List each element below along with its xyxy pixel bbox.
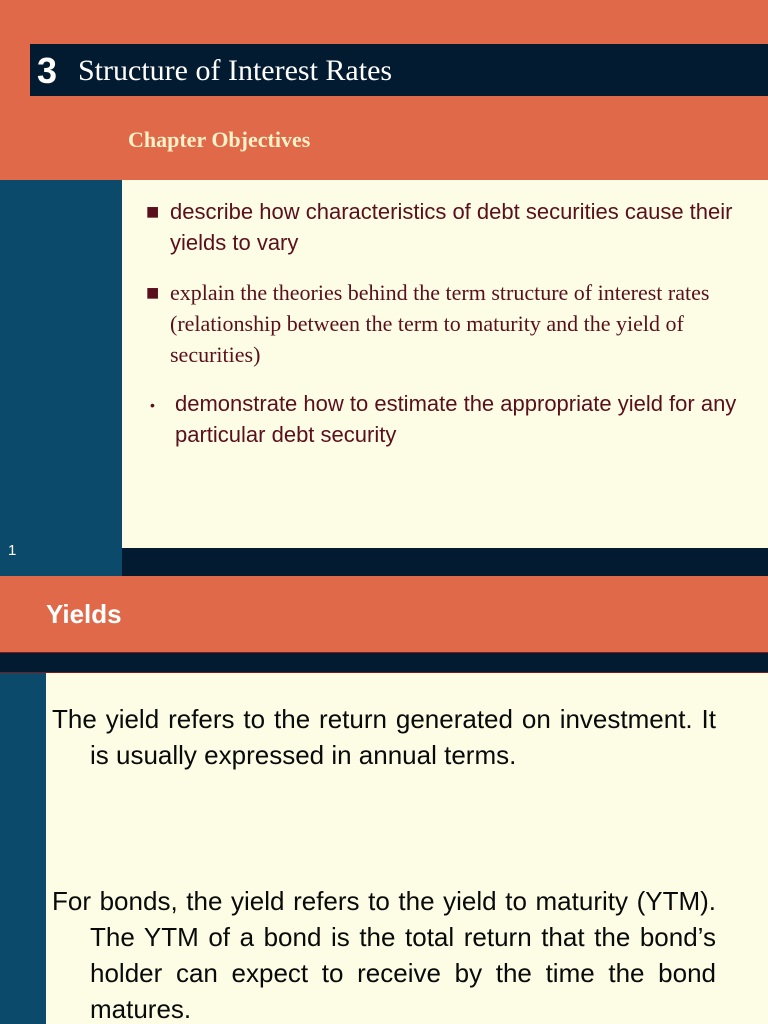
slide2-divider-bar bbox=[0, 652, 768, 673]
objective-item bbox=[146, 388, 756, 450]
slide1-subtitle: Chapter Objectives bbox=[128, 127, 311, 152]
page-number: 1 bbox=[8, 542, 17, 559]
objective-text: describe how characteristics of debt securities cause their yields to vary bbox=[170, 199, 733, 255]
objective-item bbox=[146, 277, 756, 370]
slide1-side-panel bbox=[0, 180, 122, 576]
body-paragraph: The yield refers to the return generated on investment. It is usually expressed in annual terms. bbox=[52, 704, 716, 770]
chapter-number: 3 bbox=[37, 50, 58, 91]
objective-text: demonstrate how to estimate the appropriate yield for any particular debt security bbox=[175, 391, 737, 447]
body-paragraph: For bonds, the yield refers to the yield to maturity (YTM). The YTM of a bond is the total return that the bond’s holder can expect to receive by the time the bond matures. bbox=[52, 886, 716, 1024]
slide2-side-panel bbox=[0, 673, 46, 1024]
slide2-title: Yields bbox=[46, 599, 122, 629]
square-bullet-icon: ■ bbox=[146, 199, 160, 224]
dot-bullet-icon: • bbox=[150, 397, 155, 413]
slide1-title: Structure of Interest Rates bbox=[78, 54, 393, 87]
objective-text: explain the theories behind the term structure of interest rates (relationship between the term to maturity and the yield of securities) bbox=[170, 280, 710, 367]
square-bullet-icon: ■ bbox=[146, 280, 160, 305]
objective-item bbox=[146, 196, 746, 258]
slide1-footer-bar bbox=[122, 548, 768, 576]
